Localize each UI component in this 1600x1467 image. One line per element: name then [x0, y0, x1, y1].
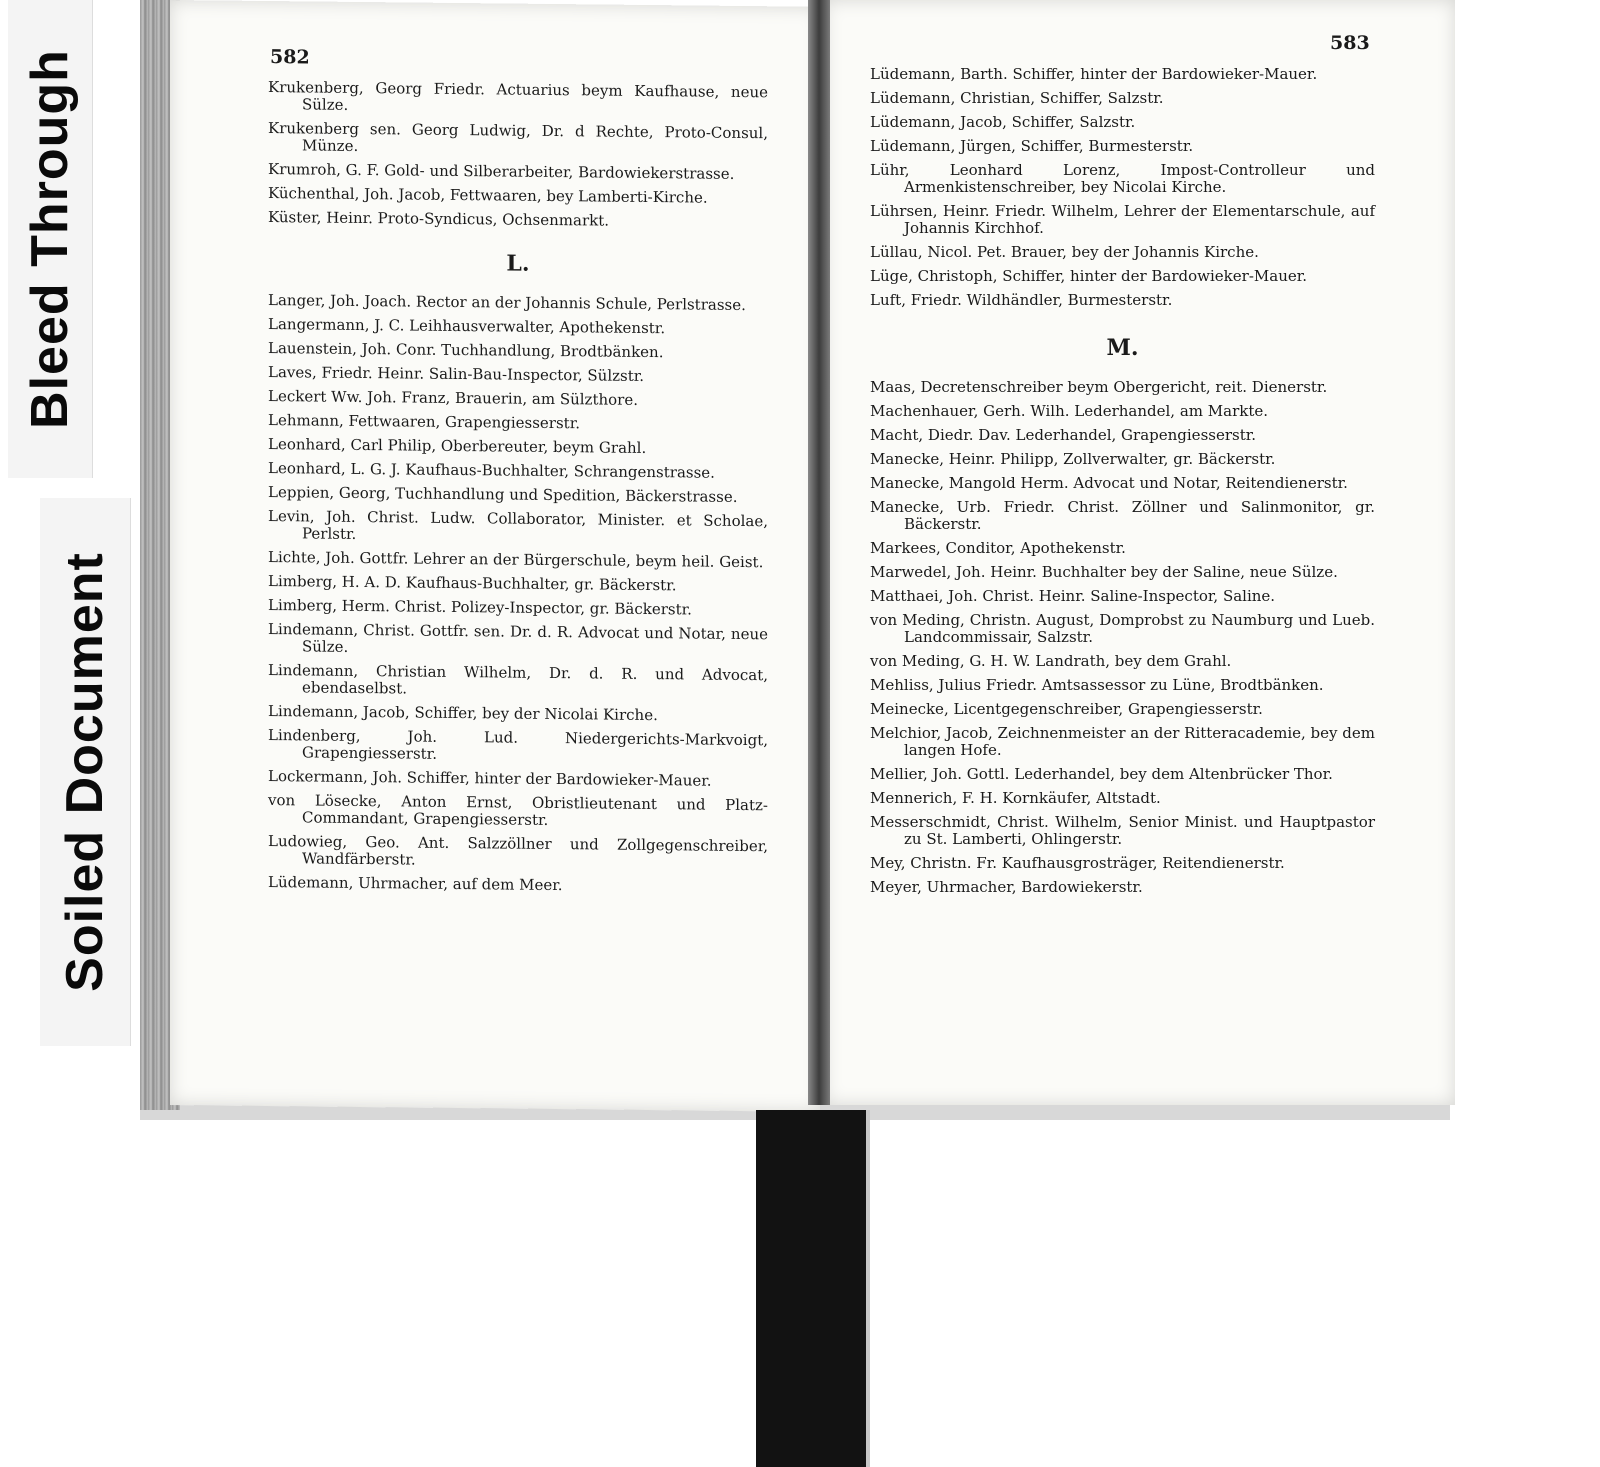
directory-entry: Meyer, Uhrmacher, Bardowiekerstr.: [870, 878, 1143, 896]
directory-entry: Langer, Joh. Joach. Rector an der Johannis Schule, Perlstrasse.: [268, 291, 746, 315]
directory-entry: Lüge, Christoph, Schiffer, hinter der Bardowieker-Mauer.: [870, 267, 1308, 285]
directory-entry: Laves, Friedr. Heinr. Salin-Bau-Inspector, Sülzstr.: [268, 363, 645, 385]
right-page-entries: [870, 66, 1375, 903]
bleed-through-label: [8, 0, 93, 478]
directory-entry: Lührsen, Heinr. Friedr. Wilhelm, Lehrer der Elementarschule, auf Johannis Kirchhof.: [870, 202, 1375, 237]
directory-entry: Ludowieg, Geo. Ant. Salzzöllner und Zollgegenschreiber, Wandfärberstr.: [268, 832, 768, 869]
directory-entry: Manecke, Urb. Friedr. Christ. Zöllner und Salinmonitor, gr. Bäckerstr.: [870, 498, 1375, 533]
book-gutter: [808, 0, 830, 1105]
section-heading-l: L.: [506, 250, 530, 277]
directory-entry: von Meding, Christn. August, Domprobst zu Naumburg und Lueb. Landcommissair, Salzstr.: [870, 611, 1375, 646]
directory-entry: Mennerich, F. H. Kornkäufer, Altstadt.: [870, 789, 1161, 807]
directory-entry: Manecke, Heinr. Philipp, Zollverwalter, gr. Bäckerstr.: [870, 450, 1276, 468]
directory-entry: Mey, Christn. Fr. Kaufhausgrosträger, Reitendienerstr.: [870, 854, 1285, 872]
directory-entry: von Meding, G. H. W. Landrath, bey dem Grahl.: [870, 652, 1232, 670]
directory-entry: Mehliss, Julius Friedr. Amtsassessor zu Lüne, Brodtbänken.: [870, 676, 1324, 694]
directory-entry: Lindemann, Christ. Gottfr. sen. Dr. d. R. Advocat und Notar, neue Sülze.: [268, 620, 768, 656]
directory-entry: Lüdemann, Christian, Schiffer, Salzstr.: [870, 89, 1164, 107]
directory-entry: Lichte, Joh. Gottfr. Lehrer an der Bürgerschule, beym heil. Geist.: [268, 548, 764, 572]
directory-entry: Langermann, J. C. Leihhausverwalter, Apothekenstr.: [268, 315, 666, 338]
directory-entry: Krumroh, G. F. Gold- und Silberarbeiter, Bardowiekerstrasse.: [268, 160, 735, 183]
directory-entry: Krukenberg sen. Georg Ludwig, Dr. d Rechte, Proto-Consul, Münze.: [268, 119, 768, 155]
directory-entry: Luft, Friedr. Wildhändler, Burmesterstr.: [870, 291, 1173, 309]
directory-entry: Lühr, Leonhard Lorenz, Impost-Controlleur und Armenkistenschreiber, bey Nicolai Kirche.: [870, 161, 1375, 196]
directory-entry: Mellier, Joh. Gottl. Lederhandel, bey dem Altenbrücker Thor.: [870, 765, 1333, 783]
soiled-document-label: [40, 498, 131, 1046]
directory-entry: Lüdemann, Barth. Schiffer, hinter der Bardowieker-Mauer.: [870, 65, 1318, 83]
directory-entry: Messerschmidt, Christ. Wilhelm, Senior Minist. und Hauptpastor zu St. Lamberti, Ohlingerstr.: [870, 813, 1375, 848]
directory-entry: Lehmann, Fettwaaren, Grapengiesserstr.: [268, 411, 580, 433]
directory-entry: Lindemann, Jacob, Schiffer, bey der Nicolai Kirche.: [268, 702, 658, 725]
directory-entry: Küchenthal, Joh. Jacob, Fettwaaren, bey Lamberti-Kirche.: [268, 184, 708, 207]
section-heading-m: M.: [1106, 335, 1139, 361]
directory-entry: Meinecke, Licentgegenschreiber, Grapengiesserstr.: [870, 700, 1263, 718]
left-page-number: 582: [270, 46, 310, 69]
directory-entry: Leonhard, L. G. J. Kaufhaus-Buchhalter, Schrangenstrasse.: [268, 459, 715, 482]
directory-entry: Markees, Conditor, Apothekenstr.: [870, 539, 1126, 557]
bookmark-ribbon: [756, 1110, 866, 1467]
directory-entry: Lüdemann, Uhrmacher, auf dem Meer.: [268, 873, 563, 895]
right-page: [825, 0, 1455, 1105]
soiled-document-label-text: Soiled Document: [56, 552, 114, 992]
directory-entry: Lindenberg, Joh. Lud. Niedergerichts-Markvoigt, Grapengiesserstr.: [268, 726, 768, 763]
directory-entry: Lindemann, Christian Wilhelm, Dr. d. R. und Advocat, ebendaselbst.: [268, 661, 768, 698]
bookmark-edge: [866, 1110, 870, 1467]
directory-entry: Limberg, Herm. Christ. Polizey-Inspector, gr. Bäckerstr.: [268, 596, 692, 619]
directory-entry: Matthaei, Joh. Christ. Heinr. Saline-Inspector, Saline.: [870, 587, 1276, 605]
directory-entry: Lüdemann, Jürgen, Schiffer, Burmesterstr.: [870, 137, 1194, 155]
directory-entry: Leppien, Georg, Tuchhandlung und Spedition, Bäckerstrasse.: [268, 483, 738, 506]
directory-entry: Leckert Ww. Joh. Franz, Brauerin, am Sülzthore.: [268, 387, 638, 409]
directory-entry: Macht, Diedr. Dav. Lederhandel, Grapengiesserstr.: [870, 426, 1257, 444]
left-page: [170, 0, 820, 1112]
directory-entry: Levin, Joh. Christ. Ludw. Collaborator, Minister. et Scholae, Perlstr.: [268, 507, 768, 543]
directory-entry: Küster, Heinr. Proto-Syndicus, Ochsenmarkt.: [268, 208, 610, 230]
directory-entry: von Lösecke, Anton Ernst, Obristlieutenant und Platz-Commandant, Grapengiesserstr.: [268, 791, 768, 829]
directory-entry: Lauenstein, Joh. Conr. Tuchhandlung, Brodtbänken.: [268, 339, 664, 362]
directory-entry: Limberg, H. A. D. Kaufhaus-Buchhalter, gr. Bäckerstr.: [268, 572, 677, 595]
directory-entry: Machenhauer, Gerh. Wilh. Lederhandel, am Markte.: [870, 402, 1269, 420]
directory-entry: Lüllau, Nicol. Pet. Brauer, bey der Johannis Kirche.: [870, 243, 1259, 261]
directory-entry: Lockermann, Joh. Schiffer, hinter der Bardowieker-Mauer.: [268, 767, 712, 790]
directory-entry: Manecke, Mangold Herm. Advocat und Notar, Reitendienerstr.: [870, 474, 1348, 492]
directory-entry: Krukenberg, Georg Friedr. Actuarius beym Kaufhause, neue Sülze.: [268, 78, 768, 114]
right-page-number: 583: [1330, 32, 1370, 54]
directory-entry: Leonhard, Carl Philip, Oberbereuter, beym Grahl.: [268, 435, 647, 457]
left-page-entries: [268, 79, 768, 903]
directory-entry: Marwedel, Joh. Heinr. Buchhalter bey der Saline, neue Sülze.: [870, 563, 1338, 581]
directory-entry: Lüdemann, Jacob, Schiffer, Salzstr.: [870, 113, 1136, 131]
directory-entry: Melchior, Jacob, Zeichnenmeister an der Ritteracademie, bey dem langen Hofe.: [870, 724, 1375, 759]
bleed-through-label-text: Bleed Through: [21, 49, 79, 429]
directory-entry: Maas, Decretenschreiber beym Obergericht, reit. Dienerstr.: [870, 378, 1328, 396]
